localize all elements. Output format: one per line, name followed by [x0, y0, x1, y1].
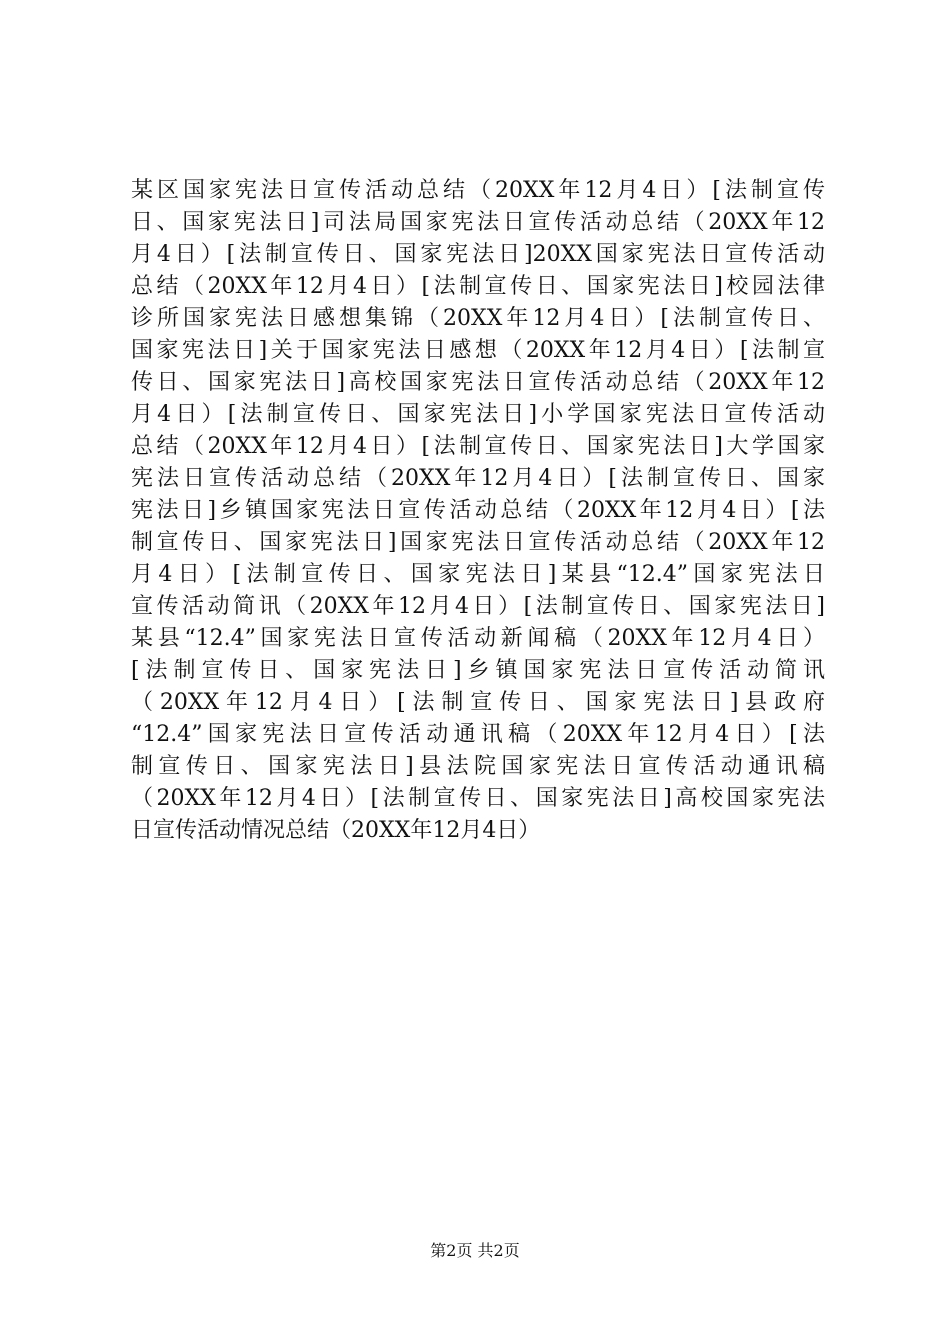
body-text-line: 宪法日]乡镇国家宪法日宣传活动总结（20XX年12月4日）[法 — [131, 498, 825, 523]
body-text-line: 传日、国家宪法日]高校国家宪法日宣传活动总结（20XX年12 — [131, 370, 825, 395]
body-text-line: 某县“12.4”国家宪法日宣传活动新闻稿（20XX年12月4日） — [131, 626, 825, 651]
body-text-line: 某区国家宪法日宣传活动总结（20XX年12月4日）[法制宣传 — [131, 178, 825, 203]
body-text-line: 总结（20XX年12月4日）[法制宣传日、国家宪法日]校园法律 — [131, 274, 825, 299]
body-text-line: 日、国家宪法日]司法局国家宪法日宣传活动总结（20XX年12 — [131, 210, 825, 235]
body-text-line: 宣传活动简讯（20XX年12月4日）[法制宣传日、国家宪法日] — [131, 594, 825, 619]
body-text-line: 国家宪法日]关于国家宪法日感想（20XX年12月4日）[法制宣 — [131, 338, 825, 363]
body-text-line: 日宣传活动情况总结（20XX年12月4日） — [131, 818, 541, 843]
body-text-line: 月4日）[法制宣传日、国家宪法日]某县“12.4”国家宪法日 — [131, 562, 825, 587]
body-text-line: （20XX年12月4日）[法制宣传日、国家宪法日]高校国家宪法 — [131, 786, 825, 811]
document-body-text — [131, 175, 825, 847]
body-text-line: 月4日）[法制宣传日、国家宪法日]小学国家宪法日宣传活动 — [131, 402, 825, 427]
body-text-line: 制宣传日、国家宪法日]县法院国家宪法日宣传活动通讯稿 — [131, 754, 825, 779]
body-text-line: 制宣传日、国家宪法日]国家宪法日宣传活动总结（20XX年12 — [131, 530, 825, 555]
body-text-line: 总结（20XX年12月4日）[法制宣传日、国家宪法日]大学国家 — [131, 434, 825, 459]
body-text-line: [法制宣传日、国家宪法日]乡镇国家宪法日宣传活动简讯 — [131, 658, 825, 683]
body-text-line: “12.4”国家宪法日宣传活动通讯稿（20XX年12月4日）[法 — [131, 722, 825, 747]
body-text-line: 诊所国家宪法日感想集锦（20XX年12月4日）[法制宣传日、 — [131, 306, 825, 331]
page-number-footer: 第2页 共2页 — [430, 1241, 520, 1260]
body-text-line: 宪法日宣传活动总结（20XX年12月4日）[法制宣传日、国家 — [131, 466, 825, 491]
body-text-line: （20XX年12月4日）[法制宣传日、国家宪法日]县政府 — [131, 690, 825, 715]
body-text-line: 月4日）[法制宣传日、国家宪法日]20XX国家宪法日宣传活动 — [131, 242, 825, 267]
